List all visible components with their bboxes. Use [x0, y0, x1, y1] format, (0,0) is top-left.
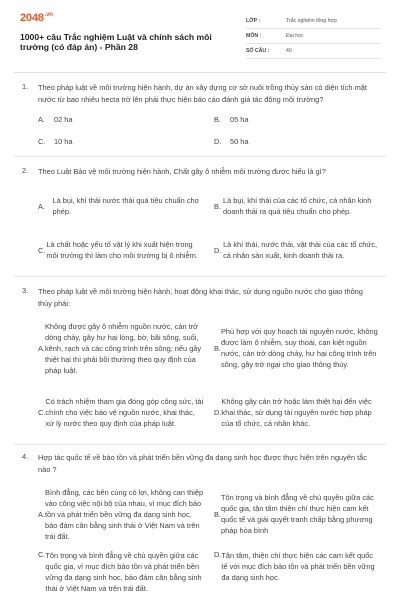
option-c[interactable]: [38, 384, 204, 440]
question-divider: [14, 276, 386, 277]
option-letter: C.: [38, 137, 46, 146]
option-text: 02 ha: [54, 115, 73, 124]
question-number: 1.: [22, 82, 29, 91]
option-b[interactable]: [214, 482, 380, 546]
option-text: Có trách nhiệm tham gia đóng góp công sức, tài chính cho việc bảo vệ nguồn nước, khai thác, xử lý nước theo quy định của pháp luật.: [45, 396, 204, 428]
option-letter: C.: [38, 550, 46, 559]
option-text: Không được gây ô nhiễm nguồn nước, cản trở dòng chảy, gây hư hại lòng, bờ, bãi sông, suối, kênh, rạch và các công trình trên sông; nếu gây thiệt hại thì phải bồi thường theo quy định của pháp luật.: [44, 321, 202, 375]
option-letter: C.: [38, 245, 46, 255]
option-letter: B.: [214, 115, 221, 124]
option-text: Là chất hoặc yếu tố vật lý khi xuất hiện trong môi trường thì làm cho môi trường bị ô nhiễm.: [46, 240, 198, 260]
option-a[interactable]: [38, 316, 204, 380]
question-number: 4.: [22, 452, 29, 461]
meta-label: LỚP :: [246, 18, 261, 24]
option-text: Tôn trọng và bình đẳng về chủ quyền giữa các quốc gia, vì mục đích bảo tồn và phát triển bền vững đa dạng sinh học, bảo đảm cân bằng sinh thái ở Việt Nam và trên trái đất.: [45, 551, 202, 593]
question-text: Theo Luật Bảo vệ môi trường hiện hành, Chất gây ô nhiễm môi trường được hiểu là gì?: [38, 167, 326, 176]
option-d[interactable]: [214, 230, 380, 270]
option-text: Không gây cản trở hoặc làm thiệt hại đến việc khai thác, sử dụng tài nguyên nước hợp pháp của tổ chức, cá nhân khác.: [221, 396, 372, 428]
question-text: Theo pháp luật về môi trường hiện hành, dự án xây dựng cơ sở nuôi trồng thủy sản có diện tích mặt nước từ bao nhiêu hecta trở lên phải thực hiện báo cáo đánh giá tác động môi trường?: [38, 83, 367, 104]
option-c[interactable]: [38, 550, 204, 600]
option-letter: B.: [214, 343, 221, 353]
option-a[interactable]: [38, 114, 198, 125]
logo-text: 2048: [20, 12, 44, 24]
meta-row-class: [246, 14, 380, 29]
option-b[interactable]: [214, 316, 380, 380]
option-letter: D.: [214, 245, 222, 255]
meta-row-subject: [246, 29, 380, 44]
question-divider: [14, 444, 386, 445]
option-text: Tôn trọng và bình đẳng về chủ quyền giữa các quốc gia, tận tâm thiện chí thực hiện cam kết quốc tế và giải quyết tranh chấp bằng phương pháp hòa bình: [220, 493, 374, 535]
header-divider: [14, 72, 386, 73]
document-header: [20, 12, 380, 66]
option-a[interactable]: [38, 482, 204, 546]
option-b[interactable]: [214, 114, 374, 125]
option-d[interactable]: [214, 384, 380, 440]
logo-suffix: .vn: [44, 12, 53, 19]
meta-label: SỐ CÂU :: [246, 48, 270, 54]
option-b[interactable]: [214, 186, 380, 226]
option-letter: D.: [214, 550, 222, 559]
option-letter: A.: [38, 115, 45, 124]
option-c[interactable]: [38, 230, 204, 270]
option-letter: C.: [38, 407, 46, 417]
option-letter: B.: [214, 509, 221, 519]
option-d[interactable]: [214, 550, 380, 600]
option-a[interactable]: [38, 186, 204, 226]
question-number: 2.: [22, 166, 29, 175]
option-text: Là bụi, khí thải của các tổ chức, cá nhân kinh doanh thải ra quá tiêu chuẩn cho phép.: [223, 196, 372, 216]
meta-value: Đại học: [286, 33, 304, 39]
question-text: Hợp tác quốc tế về bảo tồn và phát triển bền vững đa dạng sinh học được thực hiện trên nguyên tắc nào ?: [38, 453, 367, 474]
question-divider: [14, 156, 386, 157]
meta-row-count: [246, 44, 380, 59]
document-title: 1000+ câu Trắc nghiệm Luật và chính sách môi trường (có đáp án) - Phần 28: [20, 32, 212, 52]
option-text: 50 ha: [230, 137, 249, 146]
question-number: 3.: [22, 286, 29, 295]
option-text: Bình đẳng, các bên cùng có lợi, không can thiệp vào công việc nội bộ của nhau, vì mục đích bảo tồn và phát triển bền vững đa dạng sinh học, bảo đảm cân bằng sinh thái ở Việt Nam và trên trái đất.: [44, 487, 204, 541]
option-letter: A.: [38, 343, 45, 353]
option-letter: D.: [214, 137, 222, 146]
option-text: Phù hợp với quy hoạch tài nguyên nước, không được làm ô nhiễm, suy thoái, cạn kiệt nguồn nước, cản trở dòng chảy, hư hại công trình trên sông, gây trở ngại cho giao thông thủy.: [220, 327, 378, 369]
meta-value: Trắc nghiệm tổng hợp: [286, 18, 337, 24]
meta-value: 40: [286, 48, 292, 54]
option-letter: D.: [214, 407, 222, 417]
meta-table: [246, 14, 380, 59]
option-text: Là bụi, khí thải nước thải quá tiêu chuẩn cho phép.: [52, 196, 199, 216]
option-text: 05 ha: [230, 115, 249, 124]
option-letter: A.: [38, 201, 45, 211]
option-d[interactable]: [214, 136, 374, 147]
option-c[interactable]: [38, 136, 198, 147]
option-text: Là khí thải, nước thải, vật thải của các tổ chức, cá nhân sản xuất, kinh doanh thải ra.: [223, 240, 378, 260]
option-letter: A.: [38, 509, 45, 519]
meta-label: MÔN :: [246, 33, 262, 39]
option-letter: B.: [214, 201, 221, 211]
site-logo[interactable]: [20, 12, 53, 26]
question-text: Theo pháp luật về môi trường hiện hành, hoạt động khai thác, sử dụng nguồn nước cho giao thông thủy phải:: [38, 287, 363, 308]
option-text: Tận tâm, thiện chí thực hiện các cam kết quốc tế với mục đích bảo tồn và phát triển bền vững đa dạng sinh học.: [221, 551, 375, 582]
option-text: 10 ha: [54, 137, 73, 146]
